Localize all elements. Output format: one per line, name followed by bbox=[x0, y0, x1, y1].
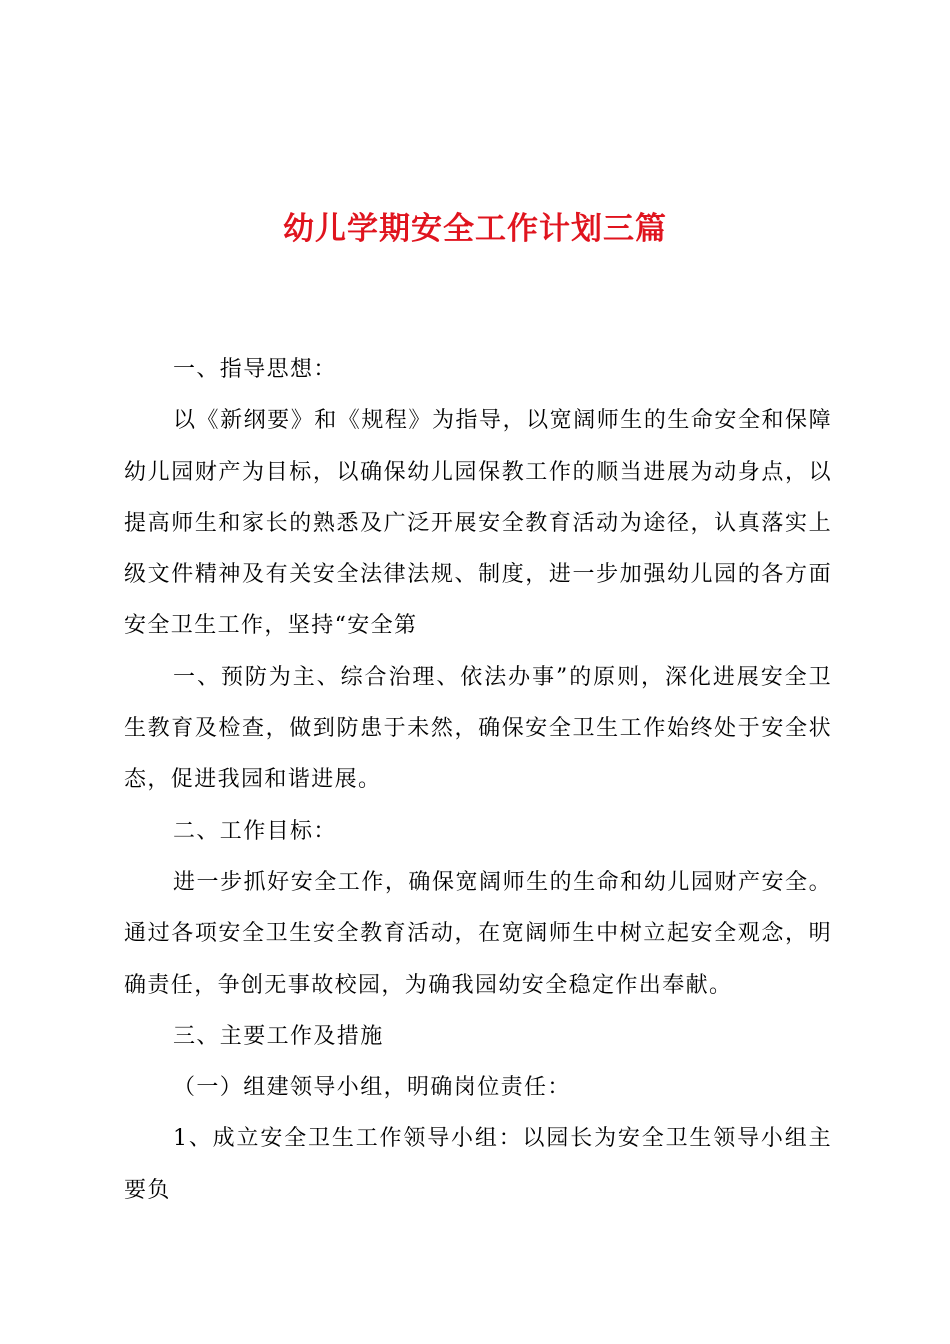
list-item-1: 1、成立安全卫生工作领导小组：以园长为安全卫生领导小组主要负 bbox=[124, 1126, 832, 1203]
heading-guiding-ideology: 一、指导思想： bbox=[173, 357, 337, 382]
subheading-leadership-group: （一）组建领导小组，明确岗位责任： bbox=[173, 1075, 571, 1101]
paragraph-work-goals: 进一步抓好安全工作，确保宽阔师生的生命和幼儿园财产安全。通过各项安全卫生安全教育活动，在宽阔师生中树立起安全观念，明确责任，争创无事故校园，为确我园幼安全稳定作出奉献。 bbox=[124, 869, 832, 998]
heading-work-goals: 二、工作目标： bbox=[173, 818, 337, 844]
heading-main-work: 三、主要工作及措施 bbox=[173, 1023, 384, 1049]
paragraph-principle: 一、预防为主、综合治理、依法办事”的原则，深化进展安全卫生教育及检查，做到防患于未然，确保安全卫生工作始终处于安全状态，促进我园和谐进展。 bbox=[124, 664, 832, 793]
document-body bbox=[124, 344, 832, 1216]
document-title: 幼儿学期安全工作计划三篇 bbox=[283, 211, 667, 247]
paragraph-guiding-ideology: 以《新纲要》和《规程》为指导，以宽阔师生的生命安全和保障幼儿园财产为目标，以确保幼儿园保教工作的顺当进展为动身点，以提高师生和家长的熟悉及广泛开展安全教育活动为途径，认真落实上级文件精神及有关安全法律法规、制度，进一步加强幼儿园的各方面安全卫生工作，坚持“安全第 bbox=[124, 408, 832, 639]
